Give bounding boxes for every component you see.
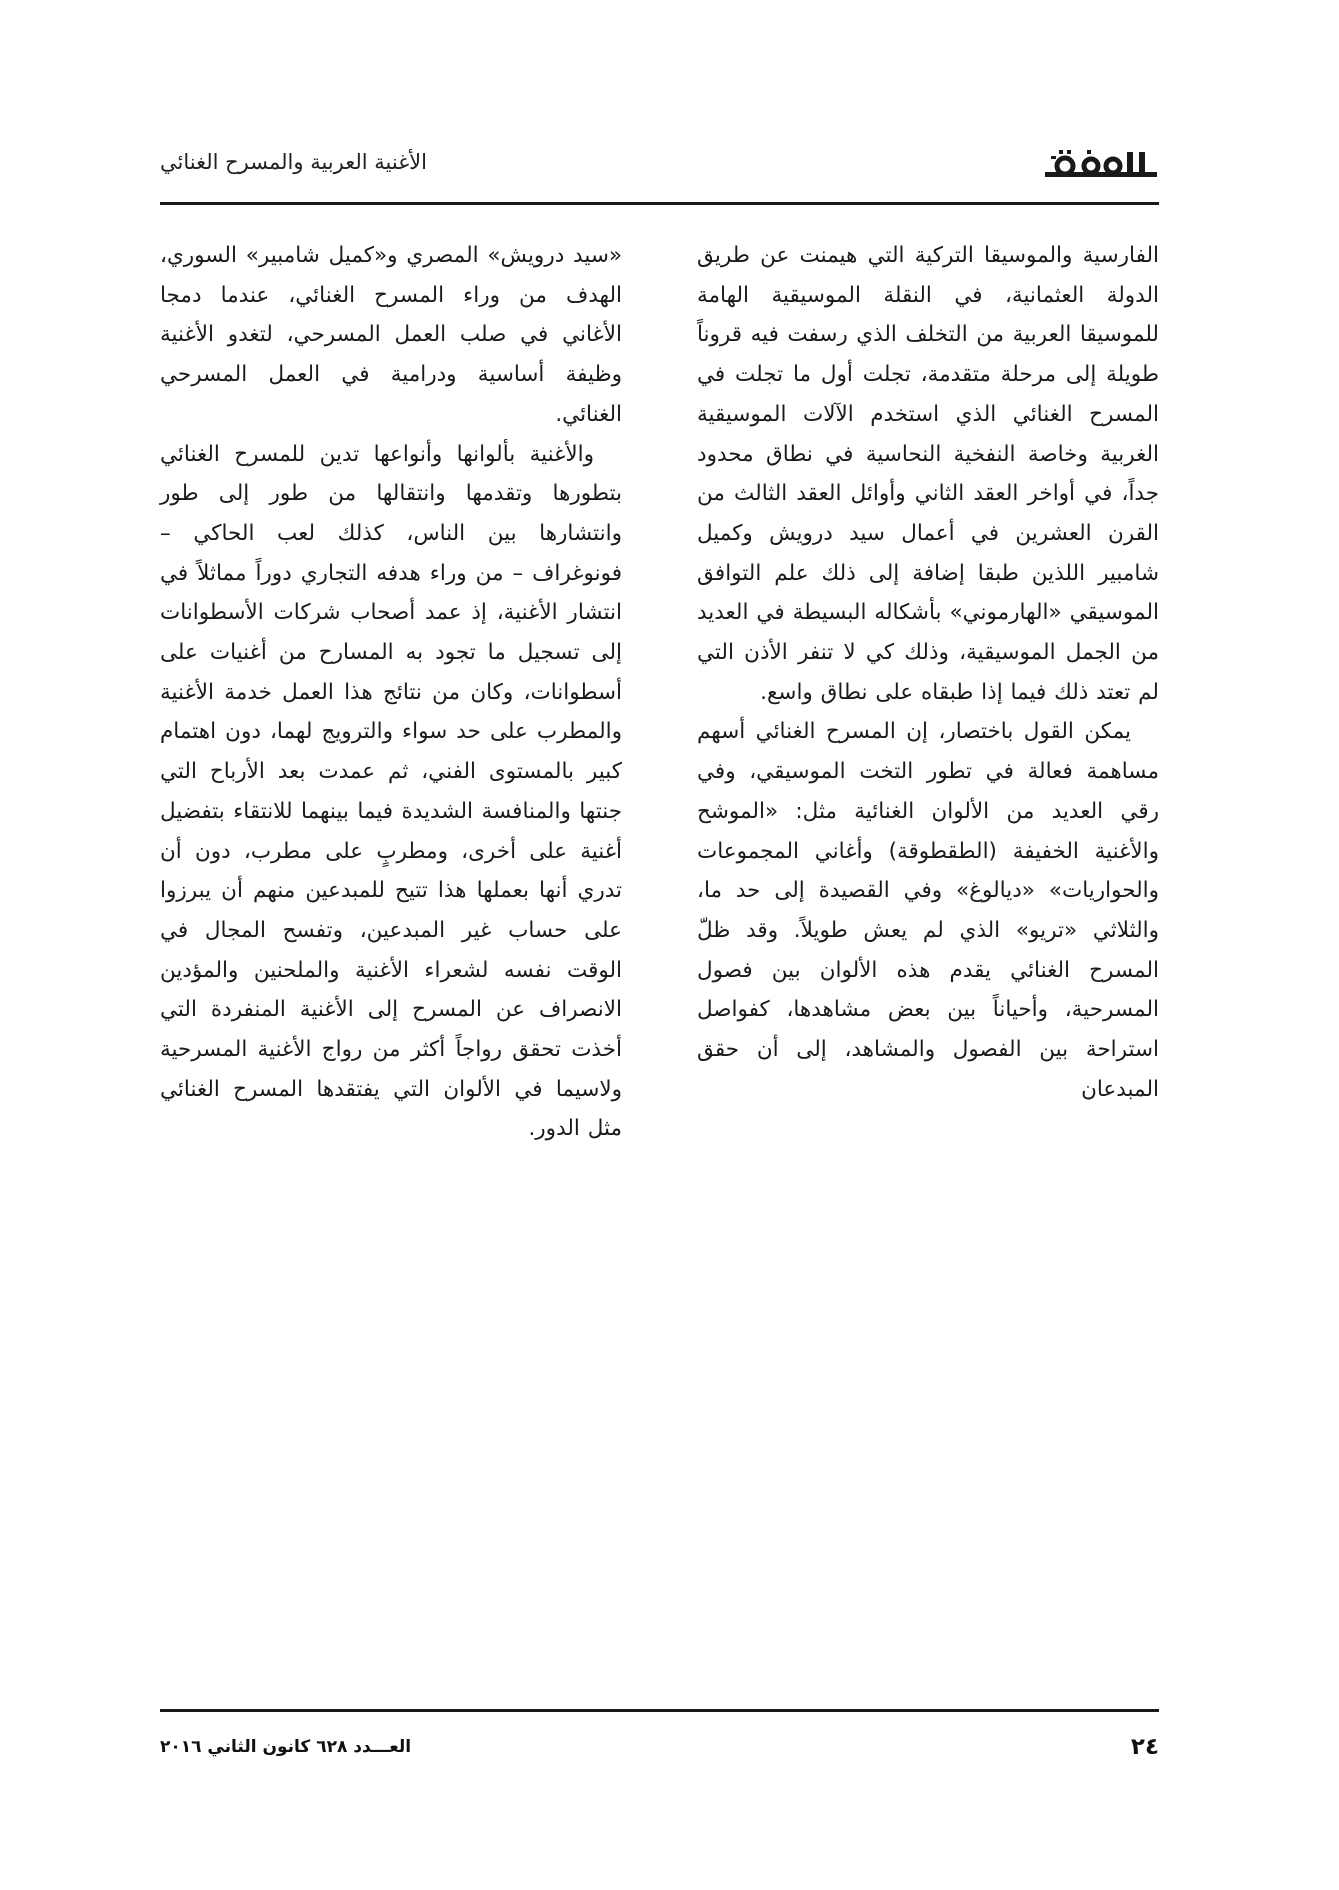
running-title: الأغنية العربية والمسرح الغنائي <box>160 150 427 174</box>
magazine-logo <box>1043 142 1159 190</box>
paragraph: والأغنية بألوانها وأنواعها تدين للمسرح الغنائي بتطورها وتقدمها وانتقالها من طور إلى طور وانتشارها بين الناس، كذلك لعب الحاكي – فونوغراف – من وراء هدفه التجاري دوراً مماثلاً في انتشار الأغنية، إذ عمد أصحاب شركات الأسطوانات إلى تسجيل ما تجود به المسارح من أغنيات على أسطوانات، وكان من نتائج هذا العمل خدمة الأغنية والمطرب على حد سواء والترويج لهما، دون اهتمام كبير بالمستوى الفني، ثم عمدت بعد الأرباح التي جنتها والمنافسة الشديدة فيما بينهما للانتقاء بتفضيل أغنية على أخرى، ومطربٍ على مطرب، دون أن تدري أنها بعملها هذا تتيح للمبدعين منهم أن يبرزوا على حساب غير المبدعين، وتفسح المجال في الوقت نفسه لشعراء الأغنية والملحنين والمؤدين الانصراف عن المسرح إلى الأغنية المنفردة التي أخذت تحقق رواجاً أكثر من رواج الأغنية المسرحية ولاسيما في الألوان التي يفتقدها المسرح الغنائي مثل الدور. <box>160 441 622 1142</box>
issue-info: العـــدد ٦٢٨ كانون الثاني ٢٠١٦ <box>160 1737 412 1757</box>
magazine-logo-mark <box>1043 142 1159 190</box>
text-column-right <box>697 236 1159 1109</box>
paragraph: يمكن القول باختصار، إن المسرح الغنائي أسهم مساهمة فعالة في تطور التخت الموسيقي، وفي رقي العديد من الألوان الغنائية مثل: «الموشح والأغنية الخفيفة (الطقطوقة) وأغاني المجموعات والحواريات» «ديالوغ» وفي القصيدة إلى حد ما، والثلاثي «تريو» الذي لم يعش طويلاً. وقد ظلّ المسرح الغنائي يقدم هذه الألوان بين فصول المسرحية، وأحياناً بين بعض مشاهدها، كفواصل استراحة بين الفصول والمشاهد، إلى أن حقق المبدعان <box>697 719 1159 1102</box>
footer-rule <box>160 1709 1159 1712</box>
svg-text:المعرفة: المعرفة <box>1097 188 1101 189</box>
header-rule <box>160 202 1159 205</box>
page-number: ٢٤ <box>1130 1734 1159 1760</box>
paragraph: الفارسية والموسيقا التركية التي هيمنت عن طريق الدولة العثمانية، في النقلة الموسيقية الهامة للموسيقا العربية من التخلف الذي رسفت فيه قروناً طويلة إلى مرحلة متقدمة، تجلت أول ما تجلت في المسرح الغنائي الذي استخدم الآلات الموسيقية الغربية وخاصة النفخية النحاسية في نطاق محدود جداً، في أواخر العقد الثاني وأوائل العقد الثالث من القرن العشرين في أعمال سيد درويش وكميل شامبير اللذين طبقا إضافة إلى ذلك علم التوافق الموسيقي «الهارموني» بأشكاله البسيطة في العديد من الجمل الموسيقية، وذلك كي لا تنفر الأذن التي لم تعتد ذلك فيما إذا طبقاه على نطاق واسع. <box>697 243 1159 705</box>
paragraph: «سيد درويش» المصري و«كميل شامبير» السوري، الهدف من وراء المسرح الغنائي، عندما دمجا الأغاني في صلب العمل المسرحي، لتغدو الأغنية وظيفة أساسية ودرامية في العمل المسرحي الغنائي. <box>160 243 622 427</box>
text-column-left <box>160 236 622 1149</box>
